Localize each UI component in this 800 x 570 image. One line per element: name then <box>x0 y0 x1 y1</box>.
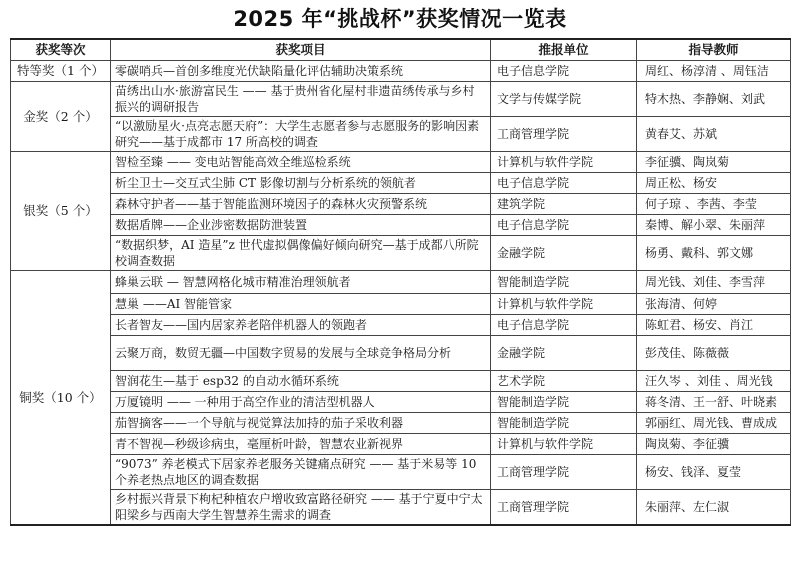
header-project: 获奖项目 <box>111 39 491 61</box>
teacher-cell: 周光钱、刘佳、李雪萍 <box>637 271 791 294</box>
teacher-cell: 杨安、钱泽、夏莹 <box>637 455 791 490</box>
unit-cell: 艺术学院 <box>491 371 637 392</box>
teacher-cell: 周正松、杨安 <box>637 173 791 194</box>
unit-cell: 计算机与软件学院 <box>491 152 637 173</box>
project-cell: 茄智摘客——一个导航与视觉算法加持的茄子采收利器 <box>111 413 491 434</box>
unit-cell: 计算机与软件学院 <box>491 294 637 315</box>
table-row <box>11 392 791 413</box>
project-cell: 乡村振兴背景下枸杞种植农户增收致富路径研究 —— 基于宁夏中宁太阳梁乡与西南大学生智慧养生需求的调查 <box>111 490 491 526</box>
table-row <box>11 371 791 392</box>
project-cell: 青不智视—秒级诊病虫，毫厘析叶龄，智慧农业新视界 <box>111 434 491 455</box>
unit-cell: 工商管理学院 <box>491 455 637 490</box>
project-cell: 苗绣出山水·旅游富民生 —— 基于贵州省化屋村非遗苗绣传承与乡村振兴的调研报告 <box>111 82 491 117</box>
table-row <box>11 173 791 194</box>
table-row <box>11 152 791 173</box>
project-cell: 云聚万商，数贸无疆—中国数字贸易的发展与全球竞争格局分析 <box>111 336 491 371</box>
award-table <box>10 38 791 526</box>
unit-cell: 金融学院 <box>491 236 637 271</box>
header-level: 获奖等次 <box>11 39 111 61</box>
table-row <box>11 215 791 236</box>
table-row <box>11 413 791 434</box>
unit-cell: 电子信息学院 <box>491 215 637 236</box>
table-row <box>11 271 791 294</box>
table-row <box>11 294 791 315</box>
project-cell: 蜂巢云联 — 智慧网格化城市精准治理领航者 <box>111 271 491 294</box>
table-row <box>11 336 791 371</box>
project-cell: 零碳哨兵—首创多维度光伏缺陷量化评估辅助决策系统 <box>111 61 491 82</box>
project-cell: 森林守护者——基于智能监测环境因子的森林火灾预警系统 <box>111 194 491 215</box>
unit-cell: 智能制造学院 <box>491 271 637 294</box>
project-cell: 数据盾牌——企业涉密数据防泄装置 <box>111 215 491 236</box>
award-level-cell: 特等奖（1 个） <box>11 61 111 82</box>
teacher-cell: 何子琼 、李茜、李莹 <box>637 194 791 215</box>
award-table-body <box>11 61 791 526</box>
unit-cell: 电子信息学院 <box>491 173 637 194</box>
project-cell: “以激励星火·点亮志愿天府”：大学生志愿者参与志愿服务的影响因素研究——基于成都市 17 所高校的调查 <box>111 117 491 152</box>
table-row <box>11 194 791 215</box>
project-cell: 万厦镜明 —— 一种用于高空作业的清洁型机器人 <box>111 392 491 413</box>
teacher-cell: 汪久岑 、刘佳 、周光钱 <box>637 371 791 392</box>
table-row <box>11 82 791 117</box>
teacher-cell: 特木热、李静娴、刘武 <box>637 82 791 117</box>
teacher-cell: 陈虹君、杨安、肖江 <box>637 315 791 336</box>
teacher-cell: 李征骥、陶岚菊 <box>637 152 791 173</box>
table-row <box>11 61 791 82</box>
teacher-cell: 郭丽红、周光钱、曹成成 <box>637 413 791 434</box>
table-row <box>11 455 791 490</box>
header-unit: 推报单位 <box>491 39 637 61</box>
project-cell: 慧巢 ——AI 智能管家 <box>111 294 491 315</box>
teacher-cell: 蒋冬清、王一舒、叶晓素 <box>637 392 791 413</box>
teacher-cell: 彭茂佳、陈薇薇 <box>637 336 791 371</box>
unit-cell: 计算机与软件学院 <box>491 434 637 455</box>
project-cell: 智检至臻 —— 变电站智能高效全维巡检系统 <box>111 152 491 173</box>
unit-cell: 电子信息学院 <box>491 61 637 82</box>
teacher-cell: 周红、杨淳清 、周钰洁 <box>637 61 791 82</box>
project-cell: 析尘卫士—交互式尘肺 CT 影像切割与分析系统的领航者 <box>111 173 491 194</box>
table-row <box>11 315 791 336</box>
teacher-cell: 杨勇、戴科、郭文娜 <box>637 236 791 271</box>
award-level-cell: 金奖（2 个） <box>11 82 111 152</box>
project-cell: “数据织梦，AI 造星”z 世代虚拟偶像偏好倾向研究—基于成都八所院校调查数据 <box>111 236 491 271</box>
table-row <box>11 236 791 271</box>
page-title: 2025 年“挑战杯”获奖情况一览表 <box>233 7 567 31</box>
table-row <box>11 490 791 526</box>
project-cell: “9073” 养老模式下居家养老服务关键痛点研究 —— 基于米易等 10 个养老热点地区的调查数据 <box>111 455 491 490</box>
table-header-row <box>11 39 791 61</box>
unit-cell: 文学与传媒学院 <box>491 82 637 117</box>
unit-cell: 工商管理学院 <box>491 117 637 152</box>
unit-cell: 工商管理学院 <box>491 490 637 526</box>
teacher-cell: 张海清、何婷 <box>637 294 791 315</box>
project-cell: 长者智友——国内居家养老陪伴机器人的领跑者 <box>111 315 491 336</box>
table-row <box>11 434 791 455</box>
teacher-cell: 陶岚菊、李征骥 <box>637 434 791 455</box>
project-cell: 智润花生—基于 esp32 的自动水循环系统 <box>111 371 491 392</box>
award-level-cell: 铜奖（10 个） <box>11 271 111 526</box>
teacher-cell: 秦博、解小翠、朱丽萍 <box>637 215 791 236</box>
teacher-cell: 朱丽萍、左仁淑 <box>637 490 791 526</box>
unit-cell: 智能制造学院 <box>491 392 637 413</box>
header-teachers: 指导教师 <box>637 39 791 61</box>
unit-cell: 智能制造学院 <box>491 413 637 434</box>
unit-cell: 建筑学院 <box>491 194 637 215</box>
teacher-cell: 黄春艾、苏斌 <box>637 117 791 152</box>
table-row <box>11 117 791 152</box>
unit-cell: 金融学院 <box>491 336 637 371</box>
unit-cell: 电子信息学院 <box>491 315 637 336</box>
award-level-cell: 银奖（5 个） <box>11 152 111 271</box>
